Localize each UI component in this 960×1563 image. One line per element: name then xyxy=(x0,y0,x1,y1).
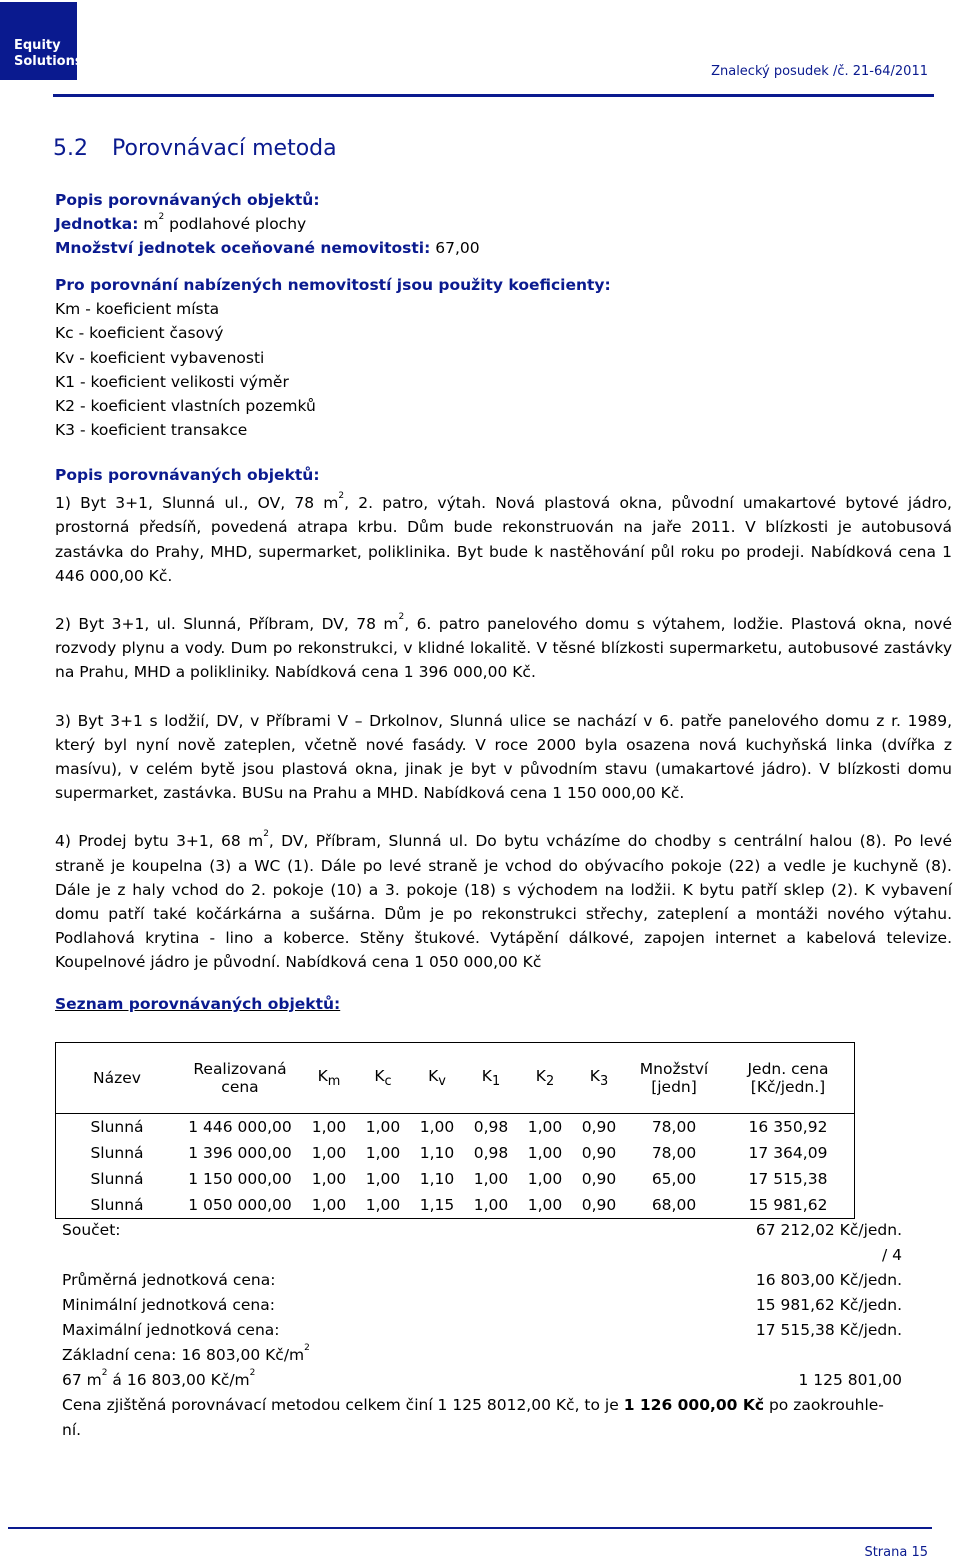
col-price: Realizovaná cena xyxy=(178,1043,302,1114)
cell: 1,00 xyxy=(527,1118,563,1136)
footer-divider xyxy=(8,1527,932,1529)
sum-value: 67 212,02 Kč/jedn. xyxy=(755,1221,902,1239)
cell: 17 515,38 xyxy=(722,1166,855,1192)
unit-line xyxy=(55,212,952,236)
cell: 0,90 xyxy=(581,1144,617,1162)
cell: 0,90 xyxy=(581,1170,617,1188)
max-value: 17 515,38 Kč/jedn. xyxy=(755,1321,902,1339)
col-k3 xyxy=(572,1043,626,1114)
avg-label: Průměrná jednotková cena: xyxy=(62,1271,276,1289)
table-row xyxy=(56,1192,855,1219)
report-reference: Znalecký posudek /č. 21-64/2011 xyxy=(711,64,928,79)
intro-heading: Popis porovnávaných objektů: xyxy=(55,191,320,209)
calc-value: 1 125 801,00 xyxy=(798,1371,902,1389)
cell: 1,10 xyxy=(419,1170,455,1188)
k-sub: 3 xyxy=(599,1074,609,1090)
cell: 1,00 xyxy=(311,1118,347,1136)
coef-item: Kv - koeficient vybavenosti xyxy=(55,348,265,367)
base-row xyxy=(62,1343,902,1368)
list-heading-text: Seznam porovnávaných objektů: xyxy=(55,995,341,1013)
max-row xyxy=(62,1318,902,1343)
final-b: po zaokrouhle- xyxy=(764,1396,884,1414)
k-letter: K xyxy=(481,1066,492,1085)
col-qty: Množství [jedn] xyxy=(626,1043,722,1114)
coefficients-block xyxy=(55,273,952,442)
section-title xyxy=(53,136,337,161)
cell: 68,00 xyxy=(626,1192,722,1219)
final-c: ní. xyxy=(62,1421,82,1439)
avg-row xyxy=(62,1268,902,1293)
cell: 78,00 xyxy=(651,1144,697,1162)
logo-line-2: Solutions xyxy=(14,54,83,69)
final-a: Cena zjištěná porovnávací metodou celkem činí 1 125 8012,00 Kč, to je xyxy=(62,1396,624,1414)
k-letter: K xyxy=(428,1066,439,1085)
col-kv xyxy=(410,1043,464,1114)
sup-2: 2 xyxy=(398,612,405,623)
k-sub: 1 xyxy=(491,1074,501,1090)
cell: Slunná xyxy=(56,1166,179,1192)
sum-row xyxy=(62,1218,902,1243)
max-label: Maximální jednotková cena: xyxy=(62,1321,280,1339)
unit-rest: podlahové plochy xyxy=(164,215,307,234)
cell: 1,00 xyxy=(365,1118,401,1136)
cell: 1,00 xyxy=(365,1144,401,1162)
col-k1 xyxy=(464,1043,518,1114)
unit-sup: 2 xyxy=(158,212,165,223)
object-2-a: 2) Byt 3+1, ul. Slunná, Příbram, DV, 78 m xyxy=(55,615,399,634)
sup-2: 2 xyxy=(338,491,345,502)
table-row xyxy=(56,1114,855,1141)
object-2 xyxy=(55,612,952,685)
cell: 1 050 000,00 xyxy=(178,1192,302,1219)
quantity-line xyxy=(55,236,952,260)
sup-2: 2 xyxy=(249,1368,256,1378)
unit-value: m xyxy=(143,215,159,234)
k-letter: K xyxy=(535,1066,546,1085)
cell: 78,00 xyxy=(651,1118,697,1136)
cell: 1 396 000,00 xyxy=(188,1144,292,1162)
cell: 1,00 xyxy=(527,1170,563,1188)
k-sub: m xyxy=(327,1074,341,1090)
base-label: Základní cena: 16 803,00 Kč/m xyxy=(62,1346,305,1364)
object-4 xyxy=(55,829,952,974)
object-1 xyxy=(55,491,952,588)
col-kc xyxy=(356,1043,410,1114)
quantity-value: 67,00 xyxy=(430,239,480,258)
cell: 1,10 xyxy=(419,1144,455,1162)
sup-2: 2 xyxy=(304,1343,310,1353)
objects-heading: Popis porovnávaných objektů: xyxy=(55,466,320,484)
cell: Slunná xyxy=(56,1192,179,1219)
table-row xyxy=(56,1140,855,1166)
table-row xyxy=(56,1166,855,1192)
final-row xyxy=(62,1393,902,1418)
cell: 1 446 000,00 xyxy=(188,1118,292,1136)
section-name: Porovnávací metoda xyxy=(112,136,337,161)
k-letter: K xyxy=(317,1066,328,1085)
calc-row xyxy=(62,1368,902,1393)
comparison-table xyxy=(55,1042,855,1219)
cell: 16 350,92 xyxy=(722,1114,855,1141)
coef-item: Km - koeficient místa xyxy=(55,300,220,319)
cell: 0,90 xyxy=(572,1192,626,1219)
cell: Slunná xyxy=(56,1114,179,1141)
page-number: Strana 15 xyxy=(864,1545,928,1560)
calc-b: á 16 803,00 Kč/m xyxy=(107,1371,250,1389)
company-logo xyxy=(0,2,83,80)
cell: 1,00 xyxy=(464,1192,518,1219)
object-2-b: , 6. patro panelového domu s výtahem, lodžie. Plastová okna, nové rozvody plynu a vody. Dum po rekonstrukci, v klidné lokalitě. V těsné blízkosti supermarketu, autobusové zastávky na Prahu, MHD a polikliniky. Nabídková cena 1 396 000,00 Kč. xyxy=(55,615,953,682)
cell: 1,00 xyxy=(365,1170,401,1188)
min-row xyxy=(62,1293,902,1318)
cell: 1 150 000,00 xyxy=(188,1170,292,1188)
cell: 1,00 xyxy=(527,1144,563,1162)
cell: 1,00 xyxy=(473,1170,509,1188)
cell: 1,00 xyxy=(311,1144,347,1162)
quantity-label: Množství jednotek oceňované nemovitosti: xyxy=(55,239,431,258)
object-1-a: 1) Byt 3+1, Slunná ul., OV, 78 m xyxy=(55,494,339,513)
cell: 0,90 xyxy=(581,1118,617,1136)
col-k2 xyxy=(518,1043,572,1114)
avg-value: 16 803,00 Kč/jedn. xyxy=(755,1271,902,1289)
object-1-b: , 2. patro, výtah. Nová plastová okna, původní umakartové bytové jádro, prostorná předsíň, povedená atrapa krbu. Dům bude rekonstruován na jaře 2011. V blízkosti je autobusová zastávka do Prahy, MHD, supermarket, poliklinika. Byt bude k nastěhování půl roku po prodeji. Nabídková cena 1 446 000,00 Kč. xyxy=(55,494,952,585)
cell: 1,00 xyxy=(302,1192,356,1219)
final-bold: 1 126 000,00 Kč xyxy=(623,1396,765,1414)
coef-item: K2 - koeficient vlastních pozemků xyxy=(55,397,316,416)
cell: 0,98 xyxy=(473,1144,509,1162)
cell: 1,15 xyxy=(410,1192,464,1219)
cell: 17 364,09 xyxy=(722,1140,855,1166)
header-divider xyxy=(53,94,934,97)
coef-item: K1 - koeficient velikosti výměr xyxy=(55,372,289,391)
min-value: 15 981,62 Kč/jedn. xyxy=(755,1296,902,1314)
cell: 1,00 xyxy=(518,1192,572,1219)
divisor-value: / 4 xyxy=(881,1246,902,1264)
object-4-b: , DV, Příbram, Slunná ul. Do bytu vcházíme do chodby s centrální halou (8). Po levé straně je koupelna (3) a WC (1). Dále po levé straně je vchod do obývacího pokoje (22) a vedle je kuchyně (8). Dále je z haly vchod do 2. pokoje (10) a 3. pokoje (18) s východem na lodžii. K bytu patří sklep (2). K vybavení domu patří také kočárkárna a sušárna. Dům je po rekonstrukci střechy, zateplení a montáži nového výtahu. Podlahová krytina - lino a koberce. Stěny štukové. Vytápění dálkové, zapojen internet a kabelová televize. Koupelnové jádro je původní. Nabídková cena 1 050 000,00 Kč xyxy=(55,832,953,972)
col-name: Název xyxy=(56,1043,179,1114)
col-unit-price: Jedn. cena [Kč/jedn.] xyxy=(722,1043,855,1114)
unit-label: Jednotka: xyxy=(55,215,139,234)
calc-a: 67 m xyxy=(62,1371,102,1389)
min-label: Minimální jednotková cena: xyxy=(62,1296,275,1314)
cell: 0,98 xyxy=(473,1118,509,1136)
k-letter: K xyxy=(589,1066,600,1085)
object-4-a: 4) Prodej bytu 3+1, 68 m xyxy=(55,832,264,851)
section-number: 5.2 xyxy=(53,136,88,161)
coefficients-heading: Pro porovnání nabízených nemovitostí jsou použity koeficienty: xyxy=(55,276,611,294)
sum-label: Součet: xyxy=(62,1221,121,1239)
intro-block xyxy=(55,188,952,261)
final-row-2 xyxy=(62,1418,902,1443)
objects-block xyxy=(55,463,952,975)
k-letter: K xyxy=(374,1066,385,1085)
k-sub: v xyxy=(438,1074,446,1090)
cell: 15 981,62 xyxy=(722,1192,855,1219)
cell: 1,00 xyxy=(356,1192,410,1219)
object-3: 3) Byt 3+1 s lodžií, DV, v Příbrami V – Drkolnov, Slunná ulice se nachází v 6. patře panelového domu z r. 1989, který byl nyní nově zateplen, včetně nové fasády. V roce 2000 byla osazena nová kuchyňská linka (dvířka z masívu), v celém bytě jsou plastová okna, jinak je byt v původním stavu (umakartové jádro). V blízkosti domu supermarket, zastávka. BUSu na Prahu a MHD. Nabídková cena 1 150 000,00 Kč. xyxy=(55,711,952,803)
cell: Slunná xyxy=(56,1140,179,1166)
col-km xyxy=(302,1043,356,1114)
k-sub: 2 xyxy=(545,1074,555,1090)
cell: 1,00 xyxy=(311,1170,347,1188)
cell: 1,00 xyxy=(419,1118,455,1136)
coef-item: Kc - koeficient časový xyxy=(55,324,224,343)
list-heading xyxy=(55,992,952,1016)
coef-item: K3 - koeficient transakce xyxy=(55,421,248,440)
cell: 65,00 xyxy=(651,1170,697,1188)
logo-line-1: Equity xyxy=(14,38,61,53)
k-sub: c xyxy=(384,1074,392,1090)
sup-2: 2 xyxy=(101,1368,108,1378)
sup-2: 2 xyxy=(263,829,269,840)
